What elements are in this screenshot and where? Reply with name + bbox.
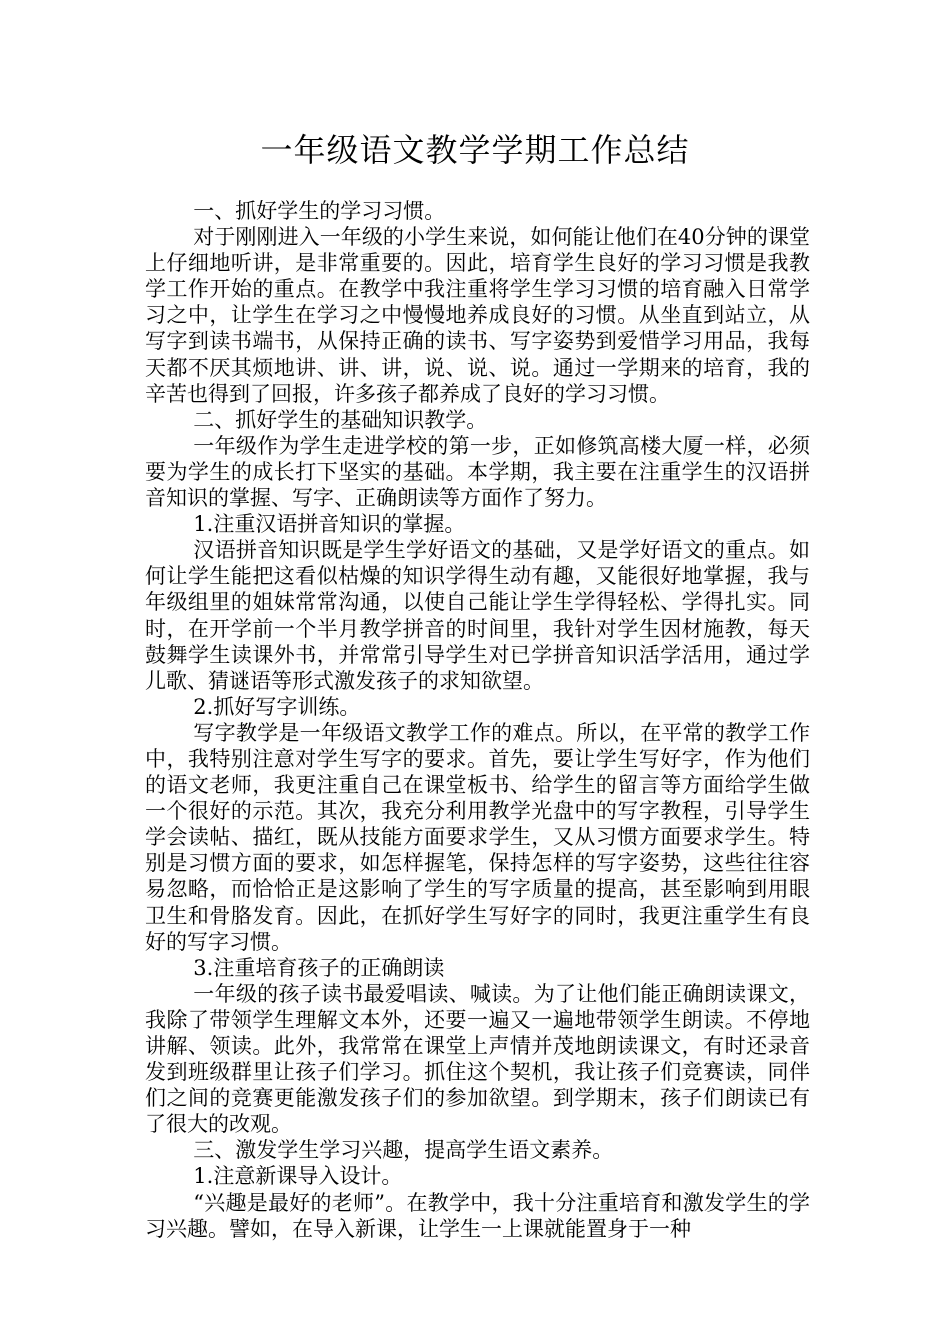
body-paragraph: 一年级的孩子读书最爱唱读、喊读。为了让他们能正确朗读课文，我除了带领学生理解文本外，还要一遍又一遍地带领学生朗读。不停地讲解、领读。此外，我常常在课堂上声情并茂地朗读课文，有时还录音发到班级群里让孩子们学习。抓住这个契机，我让孩子们竞赛读，同伴们之间的竞赛更能激发孩子们的参加欲望。到学期末，孩子们朗读已有了很大的改观。 [145,981,810,1137]
page-title: 一年级语文教学学期工作总结 [260,131,690,169]
subsection-heading-reading: 3.注重培育孩子的正确朗读 [193,955,445,980]
section-heading-2: 二、抓好学生的基础知识教学。 [193,407,488,432]
body-paragraph: 一年级作为学生走进学校的第一步，正如修筑高楼大厦一样，必须要为学生的成长打下坚实的基础。本学期，我主要在注重学生的汉语拼音知识的掌握、写字、正确朗读等方面作了努力。 [145,433,810,511]
subsection-heading-writing: 2.抓好写字训练。 [193,694,361,719]
body-paragraph: 写字教学是一年级语文教学工作的难点。所以，在平常的教学工作中，我特别注意对学生写字的要求。首先，要让学生写好字，作为他们的语文老师，我更注重自己在课堂板书、给学生的留言等方面给学生做一个很好的示范。其次，我充分利用教学光盘中的写字教程，引导学生学会读帖、描红，既从技能方面要求学生，又从习惯方面要求学生。特别是习惯方面的要求，如怎样握笔，保持怎样的写字姿势，这些往往容易忽略，而恰恰正是这影响了学生的写字质量的提高，甚至影响到用眼卫生和骨胳发育。因此，在抓好学生写好字的同时，我更注重学生有良好的写字习惯。 [145,720,810,954]
document-body [145,198,810,1242]
section-heading-3: 三、激发学生学习兴趣，提高学生语文素养。 [193,1138,614,1163]
body-paragraph: 对于刚刚进入一年级的小学生来说，如何能让他们在40分钟的课堂上仔细地听讲，是非常重要的。因此，培育学生良好的学习习惯是我教学工作开始的重点。在教学中我注重将学生学习习惯的培育融入日常学习之中，让学生在学习之中慢慢地养成良好的习惯。从坐直到站立，从写字到读书端书，从保持正确的读书、写字姿势到爱惜学习用品，我每天都不厌其烦地讲、讲、讲，说、说、说。通过一学期来的培育，我的辛苦也得到了回报，许多孩子都养成了良好的学习习惯。 [145,225,810,406]
body-paragraph: 汉语拼音知识既是学生学好语文的基础，又是学好语文的重点。如何让学生能把这看似枯燥的知识学得生动有趣，又能很好地掌握，我与年级组里的姐妹常常沟通，以使自己能让学生学得轻松、学得扎实。同时，在开学前一个半月教学拼音的时间里，我针对学生因材施教，每天鼓舞学生读课外书，并常常引导学生对已学拼音知识活学活用，通过学儿歌、猜谜语等形式激发孩子的求知欲望。 [145,538,810,693]
body-paragraph: “兴趣是最好的老师”。在教学中，我十分注重培育和激发学生的学习兴趣。譬如，在导入新课，让学生一上课就能置身于一种 [145,1190,810,1241]
section-heading-1: 一、抓好学生的学习习惯。 [193,199,446,223]
subsection-heading-pinyin: 1.注重汉语拼音知识的掌握。 [193,512,466,537]
subsection-heading-intro-design: 1.注意新课导入设计。 [193,1164,403,1189]
